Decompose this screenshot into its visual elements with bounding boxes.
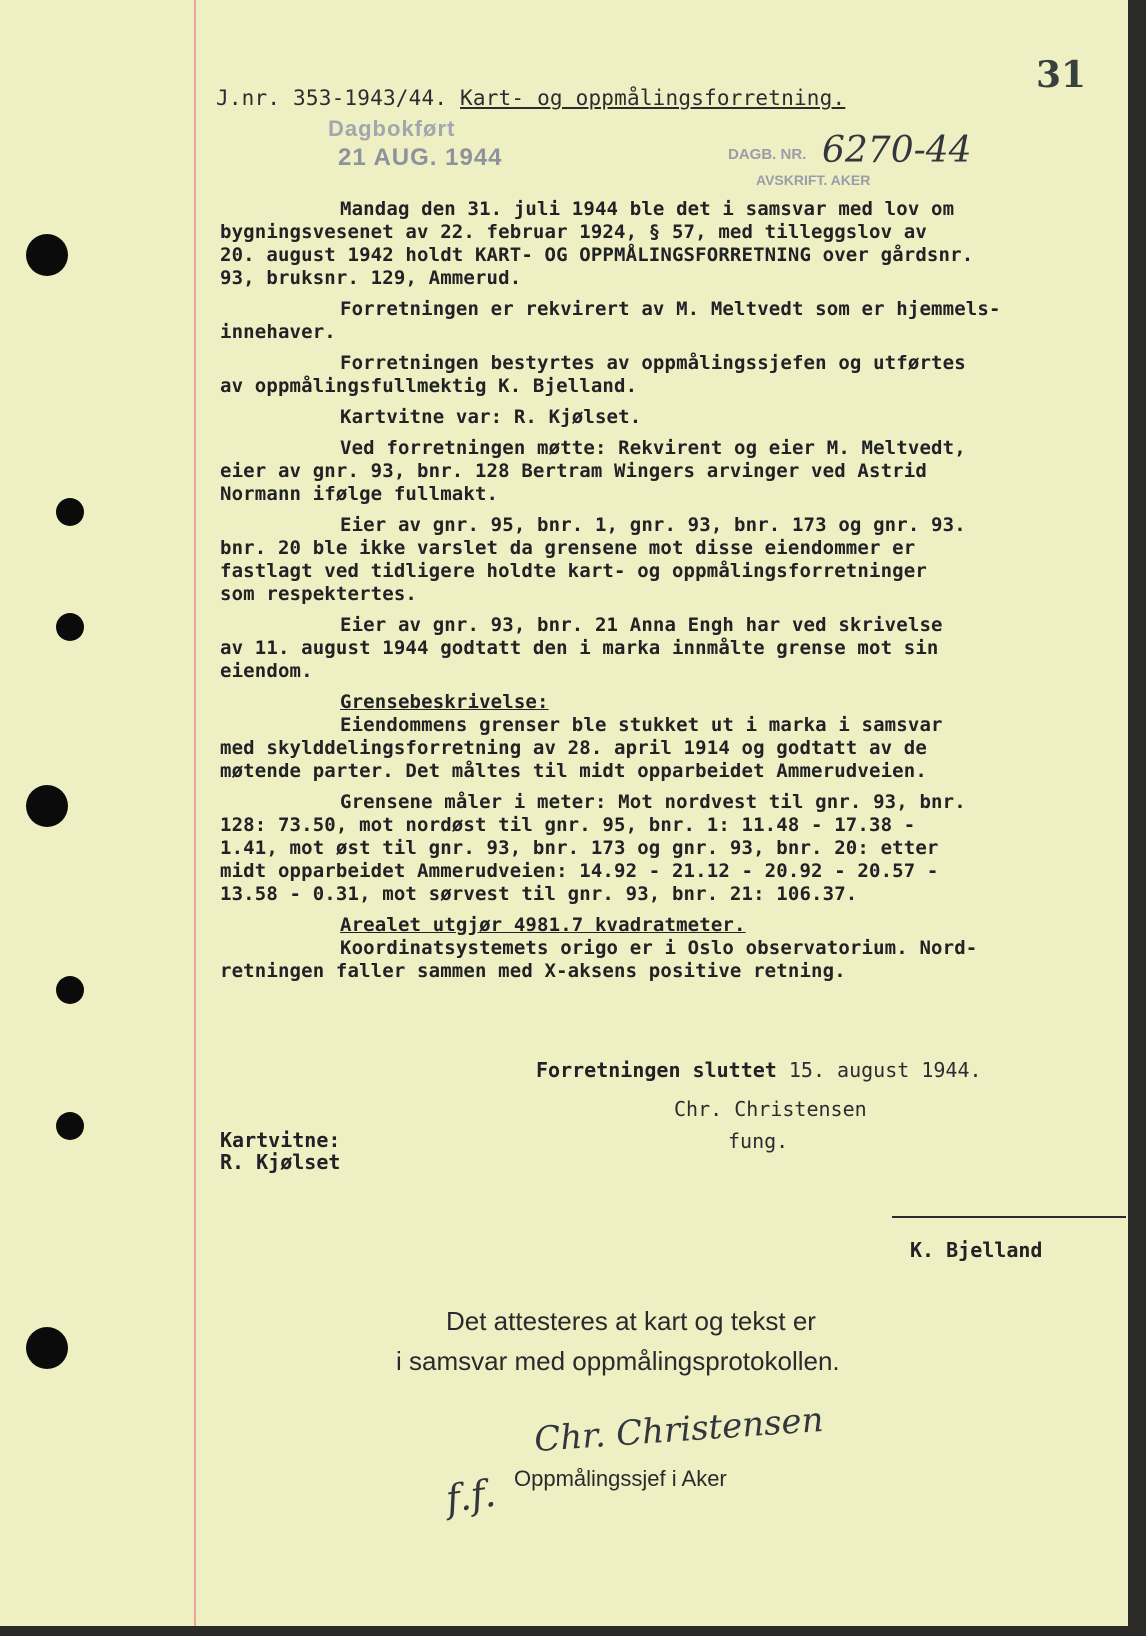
text-line: 128: 73.50, mot nordøst til gnr. 95, bnr. 1: 11.48 - 17.38 - [220, 814, 916, 836]
text-line: Eiendommens grenser ble stukket ut i marka i samsvar [340, 714, 943, 736]
text-line: midt opparbeidet Ammerudveien: 14.92 - 21.12 - 20.92 - 20.57 - [220, 860, 939, 882]
punch-hole [56, 613, 84, 641]
punch-hole [26, 785, 68, 827]
text-line: Ved forretningen møtte: Rekvirent og eier M. Meltvedt, [340, 437, 966, 459]
paragraph [220, 352, 1120, 398]
text-line: eier av gnr. 93, bnr. 128 Bertram Wingers arvinger ved Astrid [220, 460, 927, 482]
punch-hole [26, 1327, 68, 1369]
text-line: Eier av gnr. 95, bnr. 1, gnr. 93, bnr. 173 og gnr. 93. [340, 514, 966, 536]
ended-date: 15. august 1944. [788, 1058, 982, 1082]
officer-title: fung. [728, 1129, 789, 1153]
paragraph [220, 437, 1120, 506]
attestation-line-2: i samsvar med oppmålingsprotokollen. [396, 1346, 840, 1376]
dagb-number: 6270-44 [822, 130, 972, 171]
paragraph [220, 714, 1120, 783]
handwritten-initials: f.f. [443, 1470, 499, 1522]
paragraph [220, 298, 1120, 344]
margin-line [194, 0, 196, 1626]
paragraph [220, 791, 1120, 906]
header-line [216, 86, 845, 110]
ended-label: Forretningen sluttet [536, 1058, 777, 1082]
body-text [220, 198, 1120, 991]
paragraph [220, 937, 1120, 983]
text-line: 93, bruksnr. 129, Ammerud. [220, 267, 522, 289]
journal-number: J.nr. 353-1943/44. [216, 86, 448, 110]
dagb-stamp-label: DAGB. NR. [728, 146, 807, 163]
paragraph [220, 514, 1120, 606]
paragraph [220, 614, 1120, 683]
text-line: bygningsvesenet av 22. februar 1924, § 57, med tilleggslov av [220, 221, 927, 243]
text-line: innehaver. [220, 321, 336, 343]
signature-line [892, 1216, 1126, 1218]
text-line: 20. august 1942 holdt KART- OG OPPMÅLINGSFORRETNING over gårdsnr. [220, 244, 974, 266]
text-line: 13.58 - 0.31, mot sørvest til gnr. 93, bnr. 21: 106.37. [220, 883, 858, 905]
attestation-line-1: Det attesteres at kart og tekst er [446, 1306, 816, 1336]
witness-label: Kartvitne: [220, 1128, 341, 1152]
paragraph [220, 198, 1120, 290]
text-line: Grensene måler i meter: Mot nordvest til gnr. 93, bnr. [340, 791, 966, 813]
punch-hole [56, 1112, 84, 1140]
text-line: Eier av gnr. 93, bnr. 21 Anna Engh har ved skrivelse [340, 614, 943, 636]
closing-line [536, 1058, 982, 1082]
text-line: med skylddelingsforretning av 28. april 1914 og godtatt av de [220, 737, 927, 759]
registered-stamp-label: Dagbokført [328, 116, 456, 141]
punch-hole [56, 498, 84, 526]
avskrift-stamp: AVSKRIFT. AKER [756, 172, 871, 188]
document-title: Kart- og oppmålingsforretning. [460, 86, 846, 110]
attestation-role: Oppmålingssjef i Aker [514, 1466, 727, 1491]
text-line: Normann ifølge fullmakt. [220, 483, 499, 505]
section-heading: Grensebeskrivelse: [340, 691, 549, 713]
text-line: eiendom. [220, 660, 313, 682]
text-line: Forretningen er rekvirert av M. Meltvedt som er hjemmels- [340, 298, 1001, 320]
text-line: 1.41, mot øst til gnr. 93, bnr. 173 og gnr. 93, bnr. 20: etter [220, 837, 939, 859]
paragraph [220, 406, 1120, 429]
surveyor-name: K. Bjelland [910, 1238, 1043, 1262]
witness-name: R. Kjølset [220, 1150, 341, 1174]
handwritten-signature: Chr. Christensen [532, 1399, 825, 1461]
text-line: Mandag den 31. juli 1944 ble det i samsvar med lov om [340, 198, 955, 220]
registered-stamp-date: 21 AUG. 1944 [338, 144, 503, 171]
text-line: fastlagt ved tidligere holdte kart- og oppmålingsforretninger [220, 560, 927, 582]
page-number: 31 [1036, 54, 1087, 96]
punch-hole [26, 234, 68, 276]
text-line: Forretningen bestyrtes av oppmålingssjefen og utførtes [340, 352, 966, 374]
text-line: av 11. august 1944 godtatt den i marka innmålte grense mot sin [220, 637, 939, 659]
text-line: retningen faller sammen med X-aksens positive retning. [220, 960, 846, 982]
text-line: av oppmålingsfullmektig K. Bjelland. [220, 375, 638, 397]
text-line: Kartvitne var: R. Kjølset. [340, 406, 642, 428]
officer-name: Chr. Christensen [674, 1097, 867, 1121]
punch-hole [56, 976, 84, 1004]
section-heading: Arealet utgjør 4981.7 kvadratmeter. [340, 914, 746, 936]
text-line: som respektertes. [220, 583, 418, 605]
text-line: møtende parter. Det måltes til midt opparbeidet Ammerudveien. [220, 760, 927, 782]
text-line: Koordinatsystemets origo er i Oslo observatorium. Nord- [340, 937, 978, 959]
text-line: bnr. 20 ble ikke varslet da grensene mot disse eiendommer er [220, 537, 916, 559]
